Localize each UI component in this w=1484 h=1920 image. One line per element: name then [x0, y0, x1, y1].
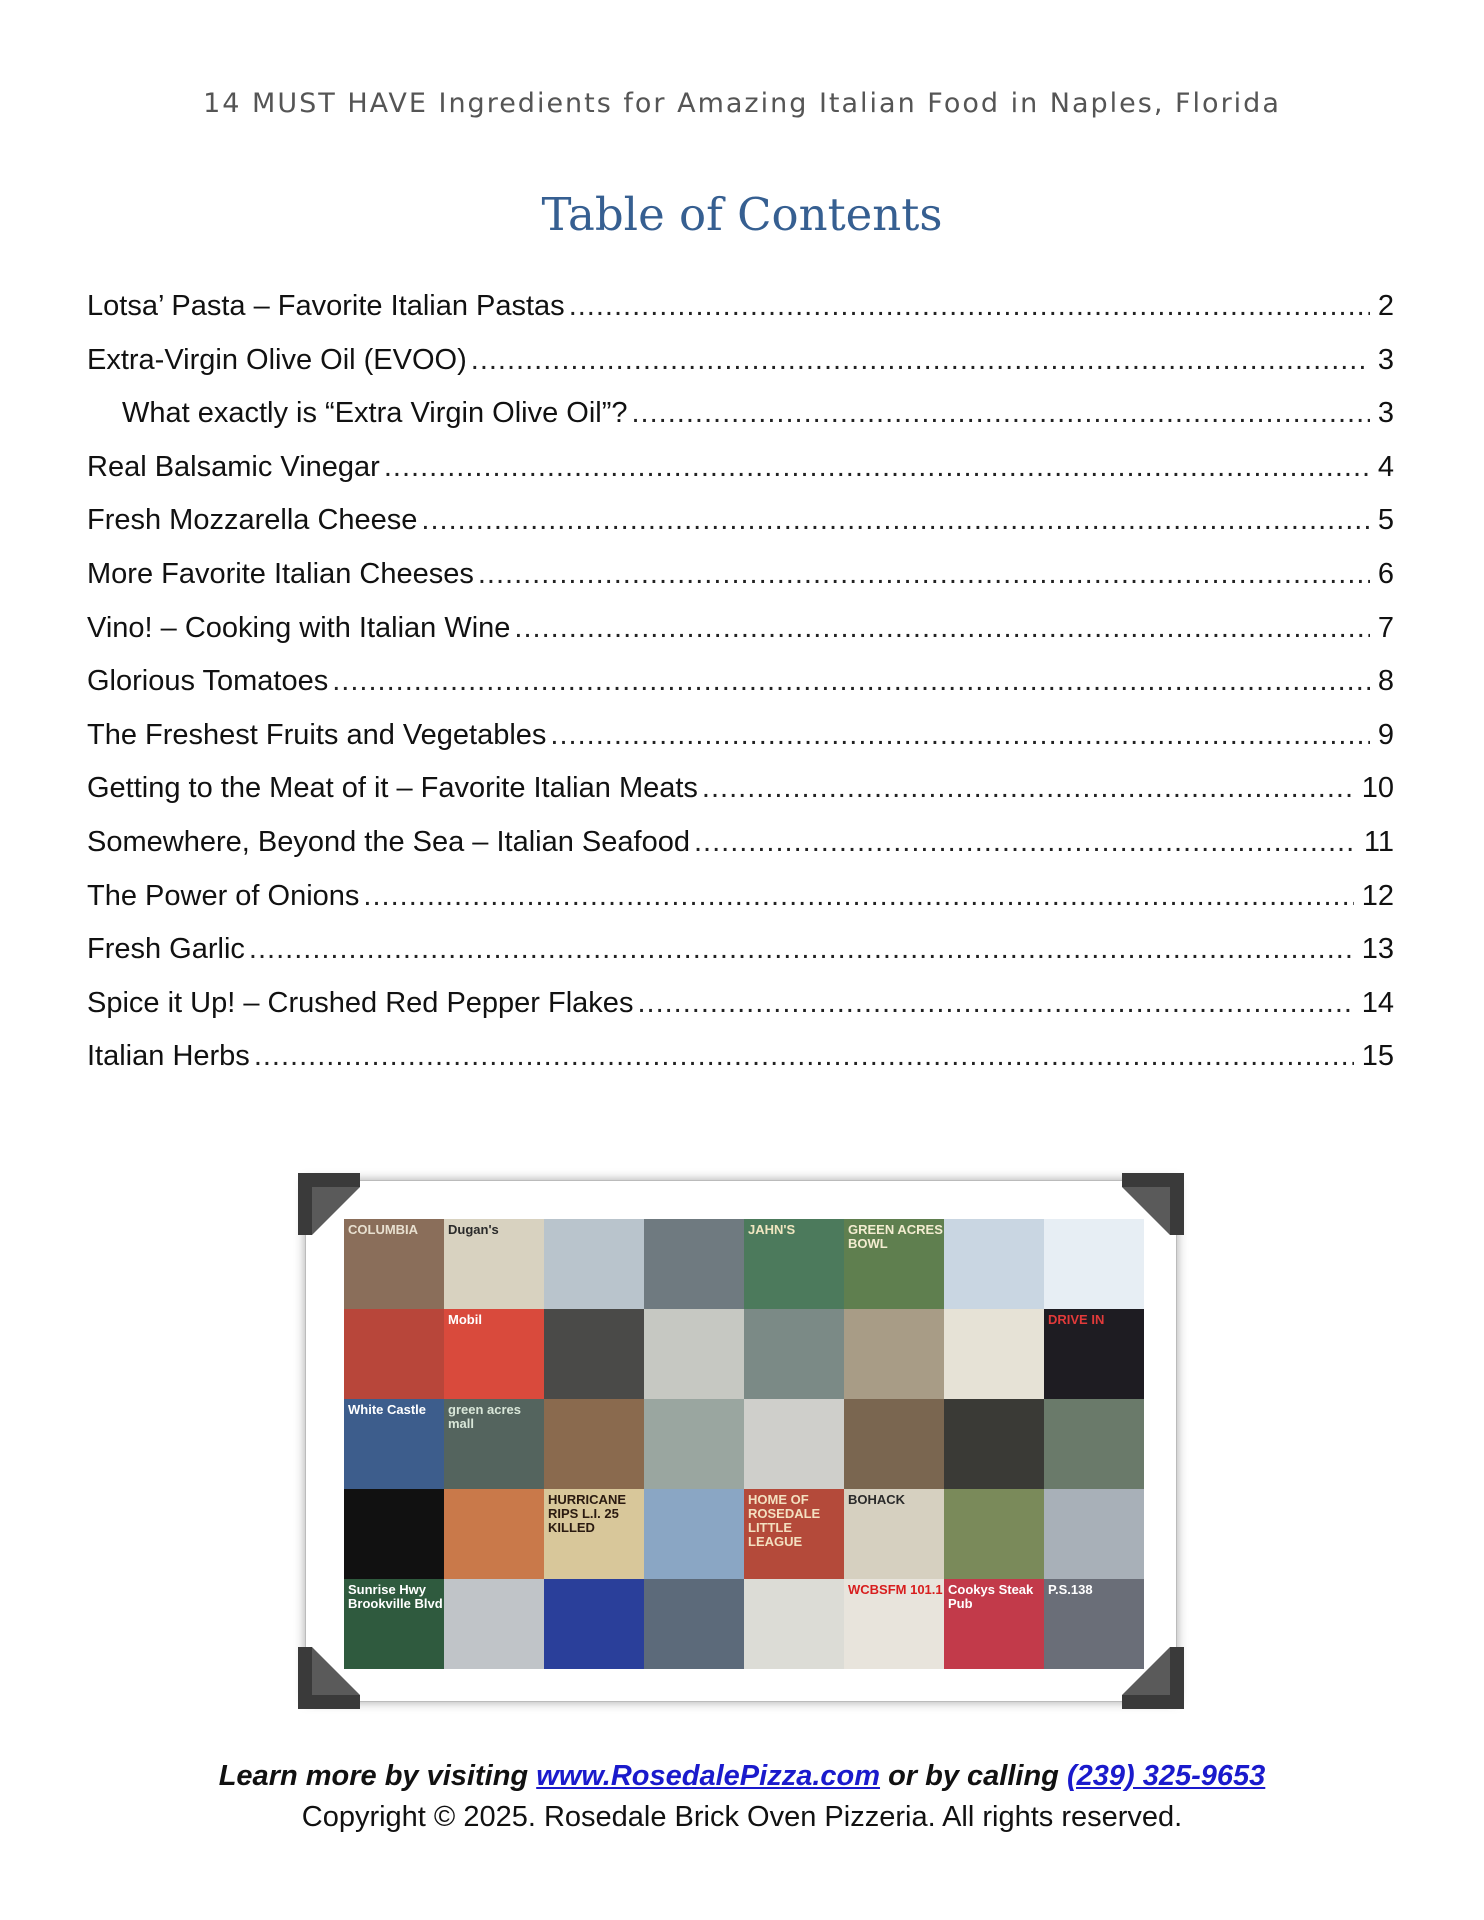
collage-photo-caption: Dugan's — [448, 1222, 499, 1237]
collage-photo-caption: BOHACK — [848, 1492, 906, 1507]
toc-entry-page: 10 — [1361, 772, 1394, 805]
toc-entry-page: 3 — [1377, 397, 1394, 430]
toc-entry-label: Real Balsamic Vinegar — [87, 450, 380, 483]
toc-dot-leader — [514, 612, 1369, 645]
collage-photo — [744, 1399, 844, 1489]
photo-corner-icon — [1122, 1173, 1184, 1235]
toc-entry[interactable] — [87, 504, 1394, 558]
toc-heading: Table of Contents — [541, 188, 943, 241]
toc-entry-page: 15 — [1361, 1040, 1394, 1073]
collage-photo-caption: Cookys Steak Pub — [948, 1582, 1034, 1611]
toc-entry-label: Fresh Mozzarella Cheese — [87, 504, 418, 537]
collage-photo-caption: JAHN'S — [748, 1222, 796, 1237]
toc-entry-label: What exactly is “Extra Virgin Olive Oil”? — [122, 397, 628, 430]
toc-entry-label: Somewhere, Beyond the Sea – Italian Seafood — [87, 825, 690, 858]
collage-photo — [944, 1219, 1044, 1309]
collage-photo-caption: White Castle — [348, 1402, 427, 1417]
collage-photo-caption: green acres mall — [448, 1402, 521, 1431]
collage-photo — [444, 1309, 544, 1399]
copyright-notice: Copyright © 2025. Rosedale Brick Oven Pizzeria. All rights reserved. — [301, 1801, 1183, 1833]
toc-dot-leader — [332, 665, 1370, 698]
toc-entry-page: 9 — [1377, 718, 1394, 751]
toc-entry-page: 11 — [1363, 825, 1394, 858]
toc-entry-label: The Freshest Fruits and Vegetables — [87, 718, 547, 751]
collage-photo — [744, 1489, 844, 1579]
collage-photo — [844, 1579, 944, 1669]
toc-entry-label: The Power of Onions — [87, 879, 360, 912]
toc-dot-leader — [471, 344, 1370, 377]
collage-photo — [544, 1399, 644, 1489]
toc-entry[interactable] — [87, 933, 1394, 987]
toc-entry-label: Fresh Garlic — [87, 933, 245, 966]
website-link[interactable]: www.RosedalePizza.com — [536, 1760, 881, 1792]
toc-entry-label: Vino! – Cooking with Italian Wine — [87, 611, 511, 644]
toc-entry[interactable] — [87, 397, 1394, 451]
collage-photo-caption: GREEN ACRES BOWL — [848, 1222, 943, 1251]
toc-entry[interactable] — [87, 826, 1394, 880]
toc-dot-leader — [254, 1040, 1354, 1073]
toc-entry-page: 5 — [1377, 504, 1394, 537]
toc-entry-label: Italian Herbs — [87, 1040, 250, 1073]
toc-entry-page: 3 — [1377, 343, 1394, 376]
collage-photo — [344, 1489, 444, 1579]
contact-line — [0, 1756, 1484, 1797]
collage-photo — [744, 1309, 844, 1399]
toc-dot-leader — [421, 504, 1369, 537]
toc-entry[interactable] — [87, 1040, 1394, 1094]
toc-dot-leader — [384, 451, 1370, 484]
collage-photo-caption: HURRICANE RIPS L.I. 25 KILLED — [548, 1492, 626, 1535]
toc-entry-page: 6 — [1377, 557, 1394, 590]
toc-dot-leader — [363, 880, 1353, 913]
photo-collage — [344, 1219, 1144, 1669]
collage-photo-caption: P.S.138 — [1048, 1582, 1093, 1597]
toc-entry[interactable] — [87, 987, 1394, 1041]
collage-photo — [544, 1489, 644, 1579]
toc-entry-label: Spice it Up! – Crushed Red Pepper Flakes — [87, 986, 634, 1019]
toc-entry-label: Extra-Virgin Olive Oil (EVOO) — [87, 343, 467, 376]
collage-photo-caption: HOME OF ROSEDALE LITTLE LEAGUE — [748, 1492, 821, 1549]
collage-photo-caption: Sunrise Hwy Brookville Blvd — [348, 1582, 443, 1611]
toc-entry[interactable] — [87, 719, 1394, 773]
collage-photo — [444, 1579, 544, 1669]
table-of-contents — [87, 290, 1394, 1094]
toc-dot-leader — [694, 826, 1356, 859]
toc-entry-page: 7 — [1377, 611, 1394, 644]
toc-entry[interactable] — [87, 344, 1394, 398]
toc-entry-page: 13 — [1361, 933, 1394, 966]
toc-entry[interactable] — [87, 772, 1394, 826]
collage-photo — [644, 1309, 744, 1399]
collage-photo — [944, 1579, 1044, 1669]
photo-corner-icon — [298, 1647, 360, 1709]
collage-photo — [944, 1309, 1044, 1399]
footer — [0, 1756, 1484, 1838]
toc-entry-label: Lotsa’ Pasta – Favorite Italian Pastas — [87, 290, 565, 322]
collage-photo — [944, 1489, 1044, 1579]
collage-photo-caption: Mobil — [448, 1312, 482, 1327]
toc-entry[interactable] — [87, 880, 1394, 934]
collage-photo-caption: COLUMBIA — [348, 1222, 419, 1237]
collage-photo — [644, 1399, 744, 1489]
toc-entry-label: Glorious Tomatoes — [87, 665, 329, 698]
collage-photo-caption: WCBSFM 101.1 — [848, 1582, 943, 1597]
collage-photo — [344, 1309, 444, 1399]
toc-entry-label: Getting to the Meat of it – Favorite Italian Meats — [87, 772, 698, 805]
photo-collage-frame — [305, 1180, 1177, 1702]
toc-dot-leader — [637, 987, 1353, 1020]
toc-entry[interactable] — [87, 290, 1394, 344]
collage-photo — [944, 1399, 1044, 1489]
collage-photo — [444, 1489, 544, 1579]
toc-dot-leader — [702, 772, 1354, 805]
toc-dot-leader — [632, 397, 1370, 430]
collage-photo — [444, 1399, 544, 1489]
collage-photo — [1044, 1399, 1144, 1489]
contact-prefix: Learn more by visiting — [218, 1760, 537, 1792]
toc-entry[interactable] — [87, 665, 1394, 719]
toc-entry[interactable] — [87, 451, 1394, 505]
collage-photo — [544, 1309, 644, 1399]
toc-entry-page: 2 — [1377, 290, 1394, 322]
collage-photo — [744, 1579, 844, 1669]
collage-photo — [344, 1399, 444, 1489]
collage-photo — [644, 1489, 744, 1579]
collage-photo — [844, 1399, 944, 1489]
toc-entry-page: 12 — [1361, 879, 1394, 912]
toc-entry-label: More Favorite Italian Cheeses — [87, 557, 474, 590]
collage-photo — [644, 1579, 744, 1669]
toc-dot-leader — [249, 933, 1354, 966]
collage-photo — [644, 1219, 744, 1309]
collage-photo — [1044, 1309, 1144, 1399]
toc-dot-leader — [569, 290, 1370, 323]
toc-entry-page: 14 — [1361, 986, 1394, 1019]
collage-photo-caption: DRIVE IN — [1048, 1312, 1105, 1327]
toc-entry[interactable] — [87, 558, 1394, 612]
collage-photo — [844, 1219, 944, 1309]
toc-entry-page: 8 — [1377, 665, 1394, 698]
photo-corner-icon — [298, 1173, 360, 1235]
photo-corner-icon — [1122, 1647, 1184, 1709]
toc-dot-leader — [478, 558, 1370, 591]
phone-link[interactable]: (239) 325-9653 — [1066, 1760, 1266, 1792]
collage-photo — [544, 1219, 644, 1309]
toc-entry[interactable] — [87, 612, 1394, 666]
collage-photo — [544, 1579, 644, 1669]
toc-entry-page: 4 — [1377, 450, 1394, 483]
document-header: 14 MUST HAVE Ingredients for Amazing Italian Food in Naples, Florida — [203, 88, 1281, 119]
collage-photo — [1044, 1489, 1144, 1579]
contact-middle: or by calling — [880, 1760, 1067, 1792]
collage-photo — [444, 1219, 544, 1309]
collage-photo — [744, 1219, 844, 1309]
collage-photo — [844, 1309, 944, 1399]
collage-photo — [844, 1489, 944, 1579]
toc-dot-leader — [550, 719, 1369, 752]
